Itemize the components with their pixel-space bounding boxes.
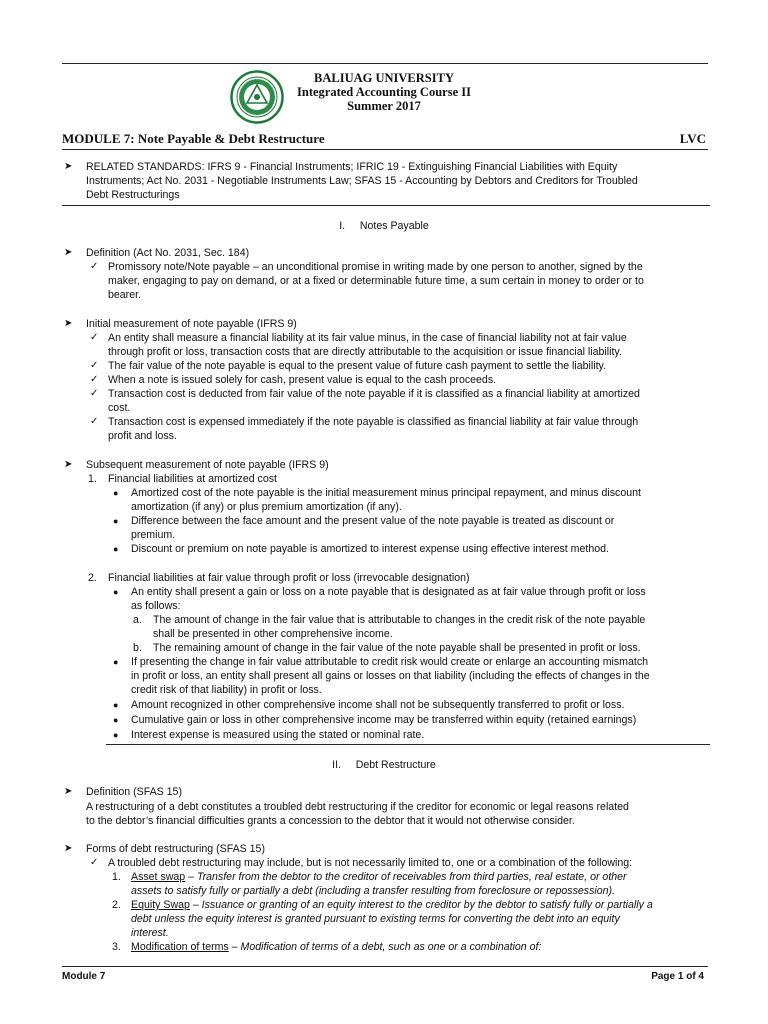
module-title: MODULE 7: Note Payable & Debt Restructure: [62, 131, 325, 146]
initial-item: Transaction cost is deducted from fair value of the note payable if it is classified as a financial liability at amortized cost.: [108, 388, 640, 414]
standards-rule: [62, 205, 710, 206]
arrow-bullet-icon: ➤: [64, 161, 73, 172]
initial-measurement-title: Initial measurement of note payable (IFRS 9): [86, 318, 297, 330]
subsequent-item: If presenting the change in fair value attributable to credit risk would create or enlarge an accounting mismatch in profit or loss, an entity shall present all gains or losses on that liability (including the effects of changes in the credit risk of that liability) in profit or loss.: [131, 656, 650, 696]
list-number: 2.: [112, 899, 121, 911]
check-mark-icon: ✓: [90, 360, 99, 371]
forms-item-asset-swap: Asset swap – Transfer from the debtor to the creditor of receivables from third parties, real estate, or other assets to satisfy fully or partially a debt (including a transfer resulting from foreclosure or repossession).: [131, 871, 627, 897]
subsequent-item: Amortized cost of the note payable is the initial measurement minus principal repayment, and minus discount amortization (if any) or plus premium amortization (if any).: [131, 487, 641, 513]
check-mark-icon: ✓: [90, 857, 99, 868]
subsequent-subitem: The amount of change in the fair value that is attributable to changes in the credit risk of the note payable shall be presented in other comprehensive income.: [153, 614, 646, 640]
top-rule: [62, 63, 708, 64]
dot-bullet-icon: ●: [113, 587, 119, 597]
check-mark-icon: ✓: [90, 332, 99, 343]
definition-sfas-text: A restructuring of a debt constitutes a troubled debt restructuring if the creditor for economic or legal reasons related to the debtor’s financial difficulties grants a concession to the debtor that it would not otherwise consider.: [86, 801, 629, 827]
section-heading-debt-restructure: II. Debt Restructure: [332, 759, 436, 771]
subsequent-item: Interest expense is measured using the stated or nominal rate.: [131, 729, 425, 741]
related-standards-label: RELATED STANDARDS:: [86, 161, 205, 173]
footer-module: Module 7: [62, 971, 106, 982]
list-number: 1.: [88, 473, 97, 485]
section-rule: [106, 744, 710, 745]
subsequent-item: Amount recognized in other comprehensive income shall not be subsequently transferred to profit or loss.: [131, 699, 625, 711]
subsequent-heading-2: Financial liabilities at fair value through profit or loss (irrevocable designation): [108, 572, 470, 584]
list-number: 1.: [112, 871, 121, 883]
dot-bullet-icon: ●: [113, 715, 119, 725]
list-number: 2.: [88, 572, 97, 584]
check-mark-icon: ✓: [90, 374, 99, 385]
subsequent-subitem: The remaining amount of change in the fair value of the note payable shall be presented in profit or loss.: [153, 642, 641, 654]
list-letter: a.: [133, 614, 142, 626]
dot-bullet-icon: ●: [113, 730, 119, 740]
dot-bullet-icon: ●: [113, 544, 119, 554]
forms-intro: A troubled debt restructuring may include, but is not necessarily limited to, one or a combination of the following:: [108, 857, 633, 869]
forms-title: Forms of debt restructuring (SFAS 15): [86, 843, 265, 855]
university-name: BALIUAG UNIVERSITY: [314, 71, 454, 85]
footer-rule: [62, 966, 708, 967]
dot-bullet-icon: ●: [113, 488, 119, 498]
module-title-line: [62, 131, 706, 147]
subsequent-item: Difference between the face amount and the present value of the note payable is treated as discount or premium.: [131, 515, 615, 541]
dot-bullet-icon: ●: [113, 700, 119, 710]
author-initials: LVC: [679, 131, 706, 146]
course-name: Integrated Accounting Course II: [297, 85, 471, 99]
list-number: 3.: [112, 941, 121, 953]
list-letter: b.: [133, 642, 142, 654]
arrow-bullet-icon: ➤: [64, 318, 73, 329]
definition-title: Definition (Act No. 2031, Sec. 184): [86, 247, 250, 259]
footer-page-number: Page 1 of 4: [651, 971, 704, 982]
check-mark-icon: ✓: [90, 388, 99, 399]
arrow-bullet-icon: ➤: [64, 459, 73, 470]
related-standards: RELATED STANDARDS: IFRS 9 - Financial Instruments; IFRIC 19 - Extinguishing Financial Liabilities with Equity Instruments; Act No. 2031 - Negotiable Instruments Law; SFAS 15 - Accounting by Debtors and Creditors for Troubled Debt Restructurings: [86, 161, 638, 201]
subsequent-item: An entity shall present a gain or loss on a note payable that is designated as at fair value through profit or loss as follows:: [131, 586, 646, 612]
initial-item: An entity shall measure a financial liability at its fair value minus, in the case of financial liability not at fair value through profit or loss, transaction costs that are directly attributable to the acquisition or issue financial liability.: [108, 332, 627, 358]
module-rule: [62, 149, 708, 150]
arrow-bullet-icon: ➤: [64, 247, 73, 258]
initial-item: When a note is issued solely for cash, present value is equal to the cash proceeds.: [108, 374, 497, 386]
definition-text: Promissory note/Note payable – an unconditional promise in writing made by one person to another, signed by the maker, engaging to pay on demand, or at a fixed or determinable future time, a sum certain in money to order or to bearer.: [108, 261, 644, 301]
check-mark-icon: ✓: [90, 416, 99, 427]
subsequent-heading-1: Financial liabilities at amortized cost: [108, 473, 277, 485]
definition-sfas-title: Definition (SFAS 15): [86, 786, 182, 798]
initial-item: Transaction cost is expensed immediately if the note payable is classified as financial liability at fair value through profit and loss.: [108, 416, 639, 442]
section-heading-notes-payable: I. Notes Payable: [339, 220, 429, 232]
subsequent-item: Cumulative gain or loss in other comprehensive income may be transferred within equity (retained earnings): [131, 714, 637, 726]
subsequent-item: Discount or premium on note payable is amortized to interest expense using effective interest method.: [131, 543, 609, 555]
forms-item-modification: Modification of terms – Modification of terms of a debt, such as one or a combination of:: [131, 941, 542, 953]
check-mark-icon: ✓: [90, 261, 99, 272]
forms-item-equity-swap: Equity Swap – Issuance or granting of an equity interest to the creditor by the debtor to satisfy fully or partially a debt unless the equity interest is granted pursuant to existing terms for converting the debt into an equity interest.: [131, 899, 653, 939]
arrow-bullet-icon: ➤: [64, 843, 73, 854]
initial-item: The fair value of the note payable is equal to the present value of future cash payment to settle the liability.: [108, 360, 607, 372]
course-term: Summer 2017: [347, 99, 421, 113]
dot-bullet-icon: ●: [113, 516, 119, 526]
arrow-bullet-icon: ➤: [64, 786, 73, 797]
subsequent-measurement-title: Subsequent measurement of note payable (IFRS 9): [86, 459, 329, 471]
dot-bullet-icon: ●: [113, 657, 119, 667]
